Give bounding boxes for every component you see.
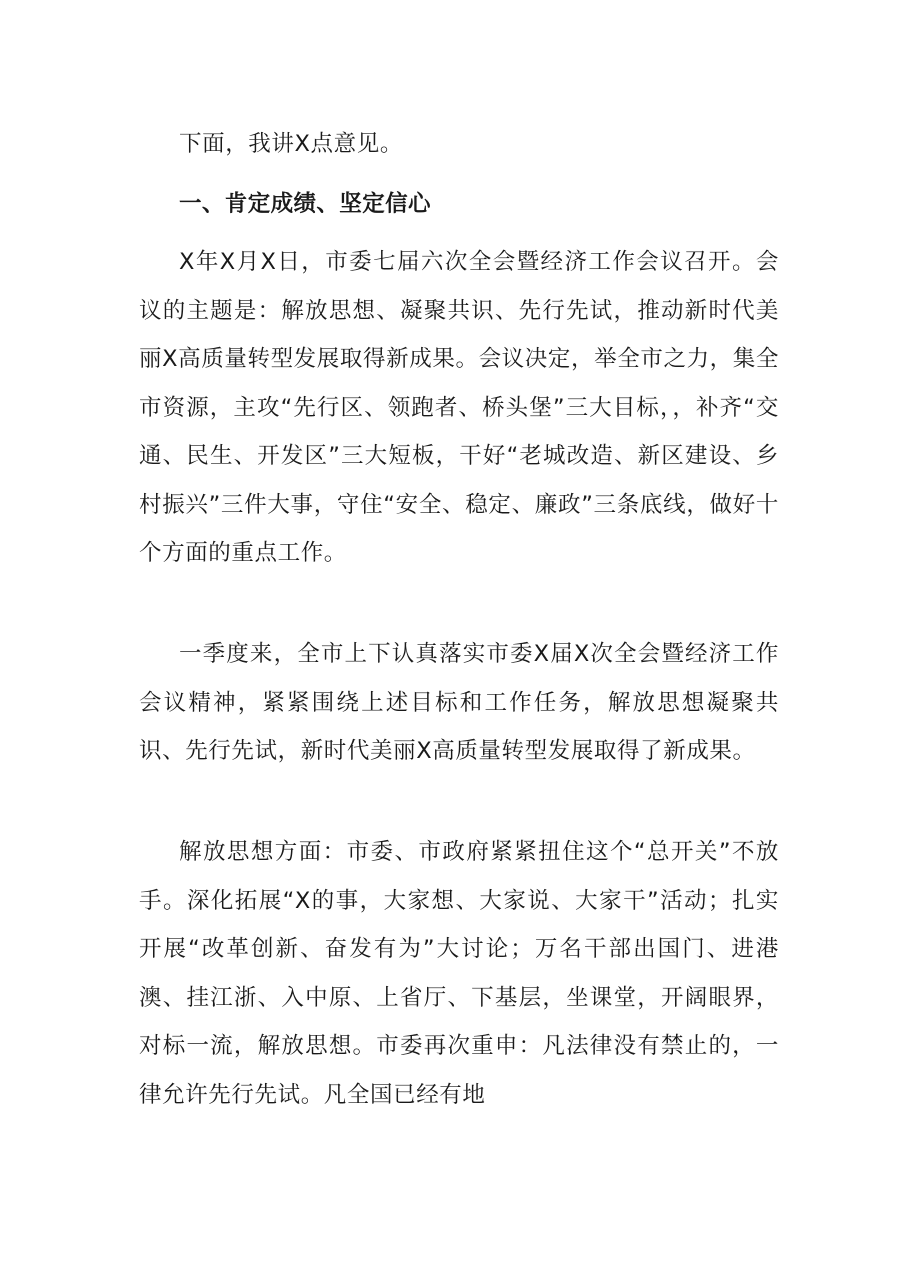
paragraph-meeting-summary: X年X月X日，市委七届六次全会暨经济工作会议召开。会议的主题是：解放思想、凝聚共识、先行先试，推动新时代美丽X高质量转型发展取得新成果。会议决定，举全市之力，集全市资源，主攻“先行区、领跑者、桥头堡”三大目标，，补齐“交通、民生、开发区”三大短板，干好“老城改造、新区建设、乡村振兴”三件大事，守住“安全、稳定、廉政”三条底线，做好十个方面的重点工作。 xyxy=(139,249,779,566)
intro-paragraph: 下面，我讲X点意见。 xyxy=(179,131,403,157)
section-heading: 一、肯定成绩、坚定信心 xyxy=(179,191,431,217)
paragraph-first-quarter: 一季度来，全市上下认真落实市委X届X次全会暨经济工作会议精神，紧紧围绕上述目标和工作任务，解放思想凝聚共识、先行先试，新时代美丽X高质量转型发展取得了新成果。 xyxy=(139,641,779,764)
paragraph-emancipating-minds: 解放思想方面：市委、市政府紧紧扭住这个“总开关”不放手。深化拓展“X的事，大家想、大家说、大家干”活动；扎实开展“改革创新、奋发有为”大讨论；万名干部出国门、进港澳、挂江浙、入中原、上省厅、下基层，坐课堂，开阔眼界，对标一流，解放思想。市委再次重申：凡法律没有禁止的，一律允许先行先试。凡全国已经有地 xyxy=(139,839,779,1108)
